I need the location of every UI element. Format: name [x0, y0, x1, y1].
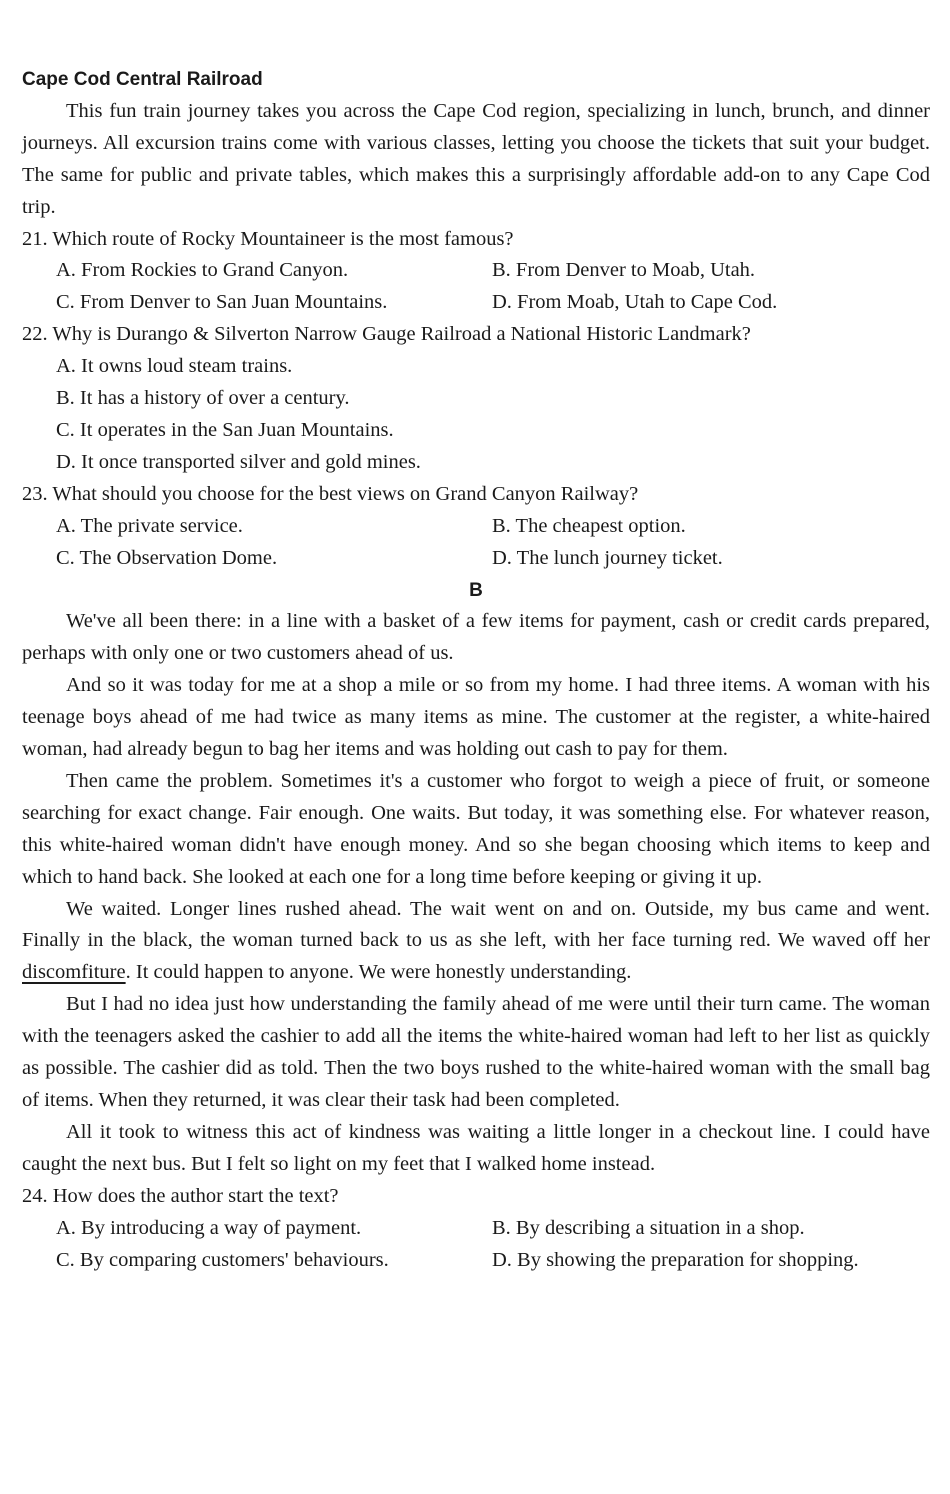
intro-paragraph: This fun train journey takes you across the Cape Cod region, specializing in lunch, brunch, and dinner journeys. All excursion trains come with various classes, letting you choose the tickets that suit your budget. The same for public and private tables, which makes this a surprisingly affordable add-on to any Cape Cod trip. — [22, 99, 930, 218]
option-d[interactable]: D. It once transported silver and gold mines. — [56, 450, 421, 473]
question-stem: 22. Why is Durango & Silverton Narrow Gauge Railroad a National Historic Landmark? — [22, 323, 751, 346]
option-c[interactable]: C. The Observation Dome. — [56, 546, 278, 569]
option-b[interactable]: B. From Denver to Moab, Utah. — [492, 259, 756, 282]
option-c[interactable]: C. From Denver to San Juan Mountains. — [56, 291, 388, 314]
passage-b-paragraph-3: Then came the problem. Sometimes it's a customer who forgot to weigh a piece of fruit, or someone searching for exact change. Fair enough. One waits. But today, it was something else. For whatever reason, this white-haired woman didn't have enough money. And so she began choosing which items to keep and which to hand back. She looked at each one for a long time before keeping or giving it up. — [22, 769, 930, 888]
option-b[interactable]: B. By describing a situation in a shop. — [492, 1216, 805, 1239]
option-a[interactable]: A. From Rockies to Grand Canyon. — [56, 259, 349, 282]
option-c[interactable]: C. By comparing customers' behaviours. — [56, 1248, 389, 1271]
passage-b-paragraph-5: But I had no idea just how understanding the family ahead of me were until their turn came. The woman with the teenagers asked the cashier to add all the items the white-haired woman had left to her list as quickly as possible. The cashier did as told. Then the two boys rushed to the white-haired woman with the small bag of items. When they returned, it was clear their task had been completed. — [22, 993, 930, 1111]
question-22 — [22, 319, 930, 479]
passage-b-paragraph-2: And so it was today for me at a shop a mile or so from my home. I had three items. A woman with his teenage boys ahead of me had twice as many items as mine. The customer at the register, a white-haired woman, had already begun to bag her items and was holding out cash to pay for them. — [22, 674, 930, 761]
option-b[interactable]: B. It has a history of over a century. — [56, 387, 350, 410]
option-d[interactable]: D. From Moab, Utah to Cape Cod. — [492, 291, 778, 314]
option-d[interactable]: D. The lunch journey ticket. — [492, 546, 723, 569]
paragraph-text: . It could happen to anyone. We were honestly understanding. — [125, 961, 632, 984]
paragraph-text: We waited. Longer lines rushed ahead. The wait went on and on. Outside, my bus came and went. Finally in the black, the woman turned back to us as she left, with her face turning red. We waved off her — [22, 897, 930, 952]
options — [22, 351, 930, 479]
options — [22, 1213, 930, 1277]
question-stem: 21. Which route of Rocky Mountaineer is the most famous? — [22, 227, 514, 250]
exam-page — [22, 64, 930, 1276]
passage-b-paragraph-4 — [22, 894, 930, 990]
section-title: Cape Cod Central Railroad — [22, 69, 263, 90]
options — [22, 255, 930, 319]
question-21 — [22, 224, 930, 320]
option-d[interactable]: D. By showing the preparation for shopping. — [492, 1248, 859, 1271]
option-b[interactable]: B. The cheapest option. — [492, 514, 686, 537]
passage-b-paragraph-6: All it took to witness this act of kindness was waiting a little longer in a checkout line. I could have caught the next bus. But I felt so light on my feet that I walked home instead. — [22, 1120, 930, 1175]
question-stem: 24. How does the author start the text? — [22, 1184, 339, 1207]
question-24 — [22, 1181, 930, 1277]
section-b-heading: B — [469, 579, 483, 601]
question-stem: 23. What should you choose for the best views on Grand Canyon Railway? — [22, 482, 639, 505]
options — [22, 511, 930, 575]
option-a[interactable]: A. The private service. — [56, 514, 243, 537]
passage-b-paragraph-1: We've all been there: in a line with a basket of a few items for payment, cash or credit cards prepared, perhaps with only one or two customers ahead of us. — [22, 610, 930, 665]
question-23 — [22, 479, 930, 575]
option-a[interactable]: A. It owns loud steam trains. — [56, 355, 293, 378]
option-c[interactable]: C. It operates in the San Juan Mountains. — [56, 418, 394, 441]
underlined-word: discomfiture — [22, 961, 126, 984]
option-a[interactable]: A. By introducing a way of payment. — [56, 1216, 362, 1239]
